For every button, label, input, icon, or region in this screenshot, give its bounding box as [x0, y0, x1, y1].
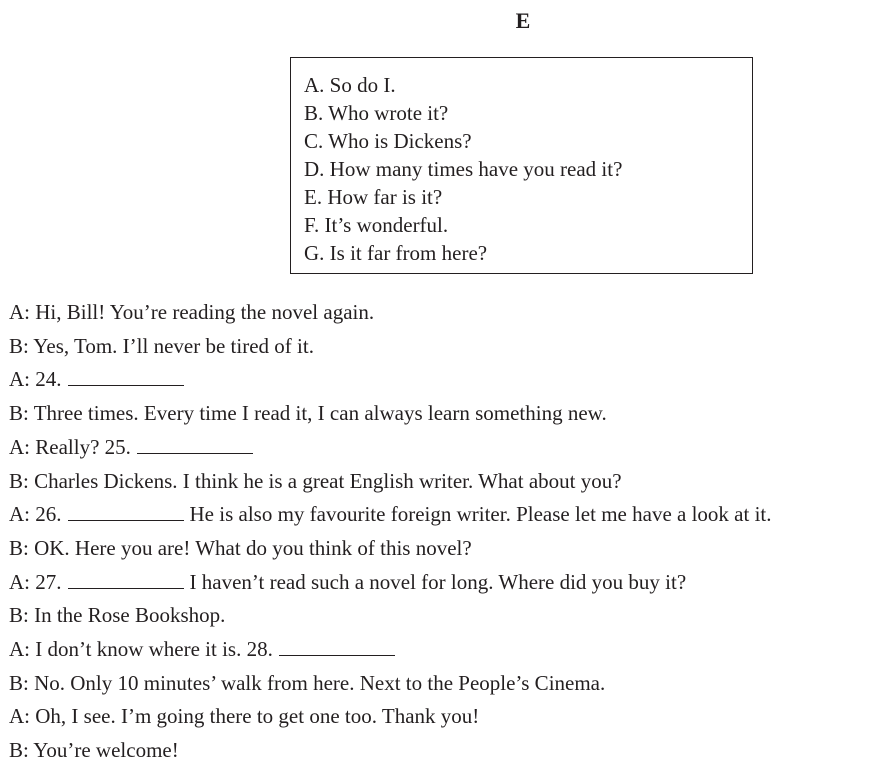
answer-blank-28[interactable] — [279, 637, 395, 656]
line-prefix: A: 26. — [9, 502, 62, 527]
line-prefix: A: Really? 25. — [9, 434, 131, 459]
dialogue-line-question-27 — [9, 566, 869, 600]
dialogue-line: B: Three times. Every time I read it, I can always learn something new. — [9, 401, 607, 426]
line-suffix: I haven’t read such a novel for long. Where did you buy it? — [189, 569, 687, 594]
dialogue-line: B: You’re welcome! — [9, 738, 179, 763]
dialogue-line-question-24 — [9, 363, 869, 397]
dialogue-line: B: No. Only 10 minutes’ walk from here. Next to the People’s Cinema. — [9, 670, 606, 695]
answer-blank-24[interactable] — [68, 367, 184, 386]
answer-blank-25[interactable] — [137, 435, 253, 454]
dialogue-line: A: Oh, I see. I’m going there to get one too. Thank you! — [9, 704, 480, 729]
line-suffix: He is also my favourite foreign writer. Please let me have a look at it. — [189, 502, 772, 527]
dialogue-line: A: Hi, Bill! You’re reading the novel again. — [9, 300, 375, 324]
option-g: G. Is it far from here? — [304, 241, 488, 265]
answer-blank-27[interactable] — [68, 570, 184, 589]
option-f: F. It’s wonderful. — [304, 213, 449, 237]
option-a: A. So do I. — [304, 73, 396, 97]
line-prefix: A: 24. — [9, 367, 62, 392]
section-title: E — [515, 8, 531, 33]
line-prefix: A: I don’t know where it is. 28. — [9, 637, 273, 662]
dialogue-line-question-25 — [9, 431, 869, 465]
dialogue — [9, 296, 869, 768]
option-b: B. Who wrote it? — [304, 101, 449, 125]
option-c: C. Who is Dickens? — [304, 129, 472, 153]
dialogue-line: B: OK. Here you are! What do you think of this novel? — [9, 535, 472, 560]
dialogue-line-question-28 — [9, 633, 869, 667]
line-prefix: A: 27. — [9, 569, 62, 594]
dialogue-line: B: Yes, Tom. I’ll never be tired of it. — [9, 333, 314, 358]
answer-blank-26[interactable] — [68, 502, 184, 521]
dialogue-line-question-26 — [9, 498, 869, 532]
dialogue-line: B: In the Rose Bookshop. — [9, 603, 226, 628]
option-e: E. How far is it? — [304, 185, 443, 209]
option-d: D. How many times have you read it? — [304, 157, 623, 181]
dialogue-line: B: Charles Dickens. I think he is a great English writer. What about you? — [9, 468, 622, 493]
options-box — [290, 57, 753, 274]
